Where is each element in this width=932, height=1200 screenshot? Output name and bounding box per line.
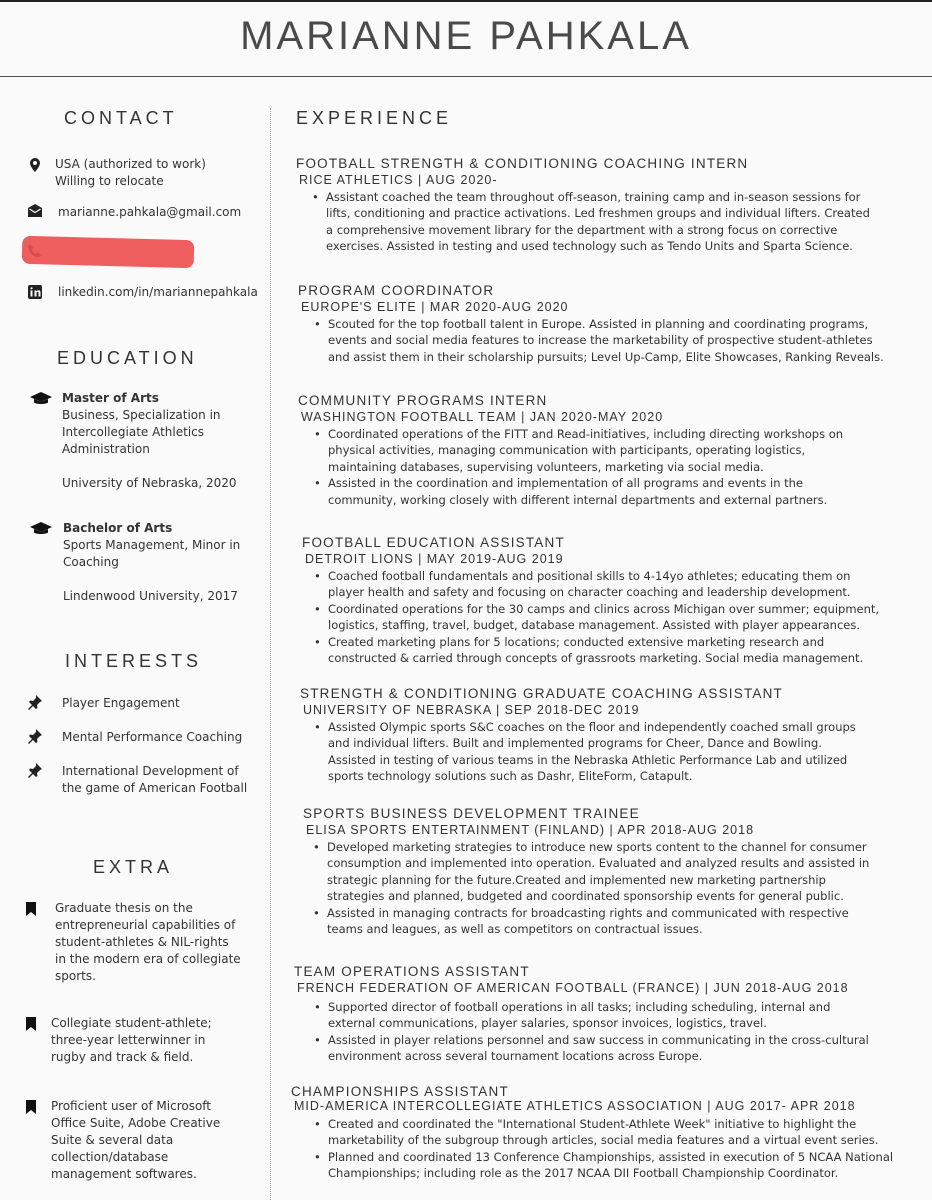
job-entry bbox=[302, 535, 879, 666]
bullet-line: a comprehensive movement library for the department with a strong focus on corrective bbox=[326, 222, 838, 237]
job-bullet bbox=[314, 568, 879, 601]
job-entry bbox=[298, 393, 843, 508]
job-org: FRENCH FEDERATION OF AMERICAN FOOTBALL (FRANCE) | JUN 2018-AUG 2018 bbox=[297, 981, 849, 995]
job-entry bbox=[303, 806, 869, 937]
job-bullet bbox=[314, 475, 843, 508]
degree-detail: Intercollegiate Athletics bbox=[62, 425, 205, 439]
extra-heading: EXTRA bbox=[93, 857, 174, 877]
job-org: DETROIT LIONS | MAY 2019-AUG 2019 bbox=[305, 552, 564, 566]
bullet-line: • Coordinated operations of the FITT and Read-initiatives, including directing workshops on bbox=[328, 427, 844, 441]
extra-item-software bbox=[51, 1098, 220, 1183]
bullet-line: • Created and coordinated the "International Student-Athlete Week" initiative to highlight the bbox=[328, 1117, 857, 1131]
bullet-line: player health and safety and focusing on character coaching and leadership development. bbox=[328, 585, 851, 600]
job-org: MID-AMERICA INTERCOLLEGIATE ATHLETICS ASSOCIATION | AUG 2017- APR 2018 bbox=[294, 1099, 856, 1113]
bullet-line: strategies and planned, budgeted and coordinated sponsorship events for general public. bbox=[327, 889, 844, 904]
interest-item: Mental Performance Coaching bbox=[62, 730, 243, 744]
extra-line: Suite & several data bbox=[51, 1133, 174, 1147]
job-bullet bbox=[314, 719, 856, 785]
bullet-line: logistics, staffing, travel, budget, database management. Assisted with player appearances. bbox=[328, 618, 860, 633]
extra-line: management softwares. bbox=[51, 1167, 197, 1181]
extra-line: in the modern era of collegiate bbox=[55, 952, 241, 966]
extra-line: three-year letterwinner in bbox=[51, 1033, 206, 1047]
extra-line: rugby and track & field. bbox=[51, 1050, 194, 1064]
job-entry bbox=[300, 686, 856, 785]
bullet-line: maintaining databases, supervising volunteers, marketing via social media. bbox=[328, 459, 764, 474]
job-org: ELISA SPORTS ENTERTAINMENT (FINLAND) | APR 2018-AUG 2018 bbox=[306, 823, 755, 837]
job-bullet bbox=[313, 905, 869, 938]
bullet-line: • Coached football fundamentals and positional skills to 4-14yo athletes; educating them on bbox=[328, 569, 851, 583]
extra-line: Proficient user of Microsoft bbox=[51, 1099, 212, 1113]
bullet-line: lifts, conditioning and practice activations. Led freshmen groups and individual lifters. Created bbox=[326, 206, 870, 221]
graduation-cap-icon bbox=[29, 520, 53, 536]
extra-item-athlete bbox=[51, 1015, 212, 1066]
degree-detail: Business, Specialization in bbox=[62, 408, 221, 422]
job-bullets bbox=[314, 719, 856, 785]
bullet-line: • Coordinated operations for the 30 camps and clinics across Michigan over summer; equipment, bbox=[328, 601, 880, 616]
bookmark-icon bbox=[23, 901, 39, 917]
bullet-line: exercises. Assisted in testing and used technology such as Tendo Units and Sparta Science. bbox=[326, 239, 853, 254]
bullet-line: sports technology solutions such as Dashr, EliteForm, Catapult. bbox=[328, 769, 693, 784]
interest-item bbox=[62, 763, 247, 797]
bullet-line: • Developed marketing strategies to introduce new sports content to the channel for consumer bbox=[327, 840, 867, 854]
degree-detail: Sports Management, Minor in bbox=[63, 538, 241, 552]
education-entry-masters bbox=[62, 390, 237, 492]
interest-line: International Development of bbox=[62, 764, 239, 778]
bullet-line: marketability of the subgroup through articles, social media features and a virtual event series. bbox=[328, 1133, 879, 1148]
bullet-line: • Scouted for the top football talent in Europe. Assisted in planning and coordinating programs, bbox=[328, 317, 869, 331]
bullet-line: and individual lifters. Built and implemented programs for Cheer, Dance and Bowling. bbox=[328, 736, 822, 751]
bullet-line: consumption and implemented into operation. Evaluated and analyzed results and assisted in bbox=[327, 856, 870, 871]
contact-location-line2: Willing to relocate bbox=[55, 174, 164, 188]
job-bullets bbox=[314, 1116, 893, 1182]
education-heading: EDUCATION bbox=[57, 348, 198, 368]
extra-line: entrepreneurial capabilities of bbox=[55, 918, 236, 932]
job-title: CHAMPIONSHIPS ASSISTANT bbox=[291, 1084, 509, 1099]
bullet-line: • Assisted in player relations personnel and saw success in communicating in the cross-cultural bbox=[328, 1032, 869, 1047]
degree-name: Master of Arts bbox=[62, 391, 159, 405]
degree-name: Bachelor of Arts bbox=[63, 521, 173, 535]
linkedin-icon bbox=[27, 284, 43, 300]
job-title: COMMUNITY PROGRAMS INTERN bbox=[298, 393, 548, 408]
bullet-line: external communications, player salaries, sponsor invoices, logistics, travel. bbox=[328, 1016, 767, 1031]
phone-number-redaction bbox=[22, 236, 195, 268]
bullet-line: • Assisted in the coordination and implementation of all programs and events in the bbox=[328, 476, 804, 491]
pushpin-icon bbox=[27, 728, 43, 744]
job-bullet bbox=[314, 1149, 893, 1182]
extra-line: collection/database bbox=[51, 1150, 169, 1164]
degree-school: Lindenwood University, 2017 bbox=[63, 589, 238, 603]
education-entry-bachelors bbox=[63, 520, 240, 605]
bullet-line: • Created marketing plans for 5 locations; conducted extensive marketing research and bbox=[328, 634, 825, 649]
contact-heading: CONTACT bbox=[64, 108, 178, 128]
contact-linkedin[interactable]: linkedin.com/in/mariannepahkala bbox=[58, 285, 258, 299]
job-bullet bbox=[314, 999, 869, 1032]
bullet-line: • Assistant coached the team throughout off-season, training camp and in-season sessions for bbox=[326, 190, 861, 204]
job-entry bbox=[298, 283, 884, 365]
job-bullets bbox=[314, 999, 869, 1065]
job-bullet bbox=[314, 634, 879, 667]
envelope-icon bbox=[27, 203, 43, 219]
bullet-line: Championships; including role as the 2017 NCAA DII Football Championship Coordinator. bbox=[328, 1166, 839, 1181]
degree-school: University of Nebraska, 2020 bbox=[62, 476, 237, 490]
job-title: FOOTBALL STRENGTH & CONDITIONING COACHING INTERN bbox=[296, 156, 749, 171]
job-bullet bbox=[314, 426, 843, 475]
bullet-line: Assisted in testing of various teams in the Nebraska Athletic Performance Lab and utilized bbox=[328, 752, 848, 767]
bullet-line: • Assisted Olympic sports S&C coaches on the floor and independently coached small groups bbox=[328, 720, 856, 734]
bookmark-icon bbox=[23, 1099, 39, 1115]
degree-detail: Administration bbox=[62, 442, 150, 456]
job-title: STRENGTH & CONDITIONING GRADUATE COACHING ASSISTANT bbox=[300, 686, 783, 701]
job-bullets bbox=[314, 426, 843, 508]
job-bullet bbox=[312, 189, 870, 255]
job-org: RICE ATHLETICS | AUG 2020- bbox=[299, 173, 498, 187]
interest-item: Player Engagement bbox=[62, 696, 180, 710]
graduation-cap-icon bbox=[29, 390, 53, 406]
job-bullet bbox=[314, 316, 884, 365]
degree-detail: Coaching bbox=[63, 555, 119, 569]
extra-line: Collegiate student-athlete; bbox=[51, 1016, 212, 1030]
job-entry bbox=[291, 1084, 893, 1182]
job-title: SPORTS BUSINESS DEVELOPMENT TRAINEE bbox=[303, 806, 640, 821]
bullet-line: strategic planning for the future.Created and implemented new marketing partnership bbox=[327, 872, 826, 887]
extra-line: Office Suite, Adobe Creative bbox=[51, 1116, 221, 1130]
bullet-line: events and social media features to increase the marketability of prospective student-athletes bbox=[328, 333, 873, 348]
bullet-line: constructed & carried through concepts of grassroots marketing. Social media management. bbox=[328, 651, 864, 666]
contact-location bbox=[55, 156, 206, 190]
job-entry bbox=[296, 156, 870, 255]
experience-heading: EXPERIENCE bbox=[296, 108, 453, 128]
extra-line: student-athletes & NIL-rights bbox=[55, 935, 229, 949]
contact-location-line1: USA (authorized to work) bbox=[55, 157, 206, 171]
bookmark-icon bbox=[23, 1016, 39, 1032]
job-entry bbox=[294, 964, 869, 1065]
job-bullets bbox=[314, 316, 884, 365]
job-bullets bbox=[313, 839, 869, 937]
bullet-line: • Supported director of football operations in all tasks; including scheduling, internal and bbox=[328, 1000, 831, 1014]
bullet-line: environment across several tournament locations across Europe. bbox=[328, 1049, 703, 1064]
pushpin-icon bbox=[27, 762, 43, 778]
job-org: EUROPE'S ELITE | MAR 2020-AUG 2020 bbox=[301, 300, 569, 314]
job-org: WASHINGTON FOOTBALL TEAM | JAN 2020-MAY 2020 bbox=[301, 410, 664, 424]
location-pin-icon bbox=[27, 157, 43, 173]
bullet-line: physical activities, managing communication with participants, operating logistics, bbox=[328, 443, 806, 458]
bullet-line: and assist them in their scholarship pursuits; Level Up-Camp, Elite Showcases, Ranking Reveals. bbox=[328, 349, 884, 364]
job-bullet bbox=[314, 1032, 869, 1065]
bullet-line: • Assisted in managing contracts for broadcasting rights and communicated with respective bbox=[327, 905, 849, 920]
pushpin-icon bbox=[27, 694, 43, 710]
job-bullets bbox=[312, 189, 870, 255]
bullet-line: • Planned and coordinated 13 Conference Championships, assisted in execution of 5 NCAA National bbox=[328, 1149, 894, 1164]
job-bullet bbox=[313, 839, 869, 905]
top-rule bbox=[0, 0, 932, 2]
interests-heading: INTERESTS bbox=[65, 651, 203, 671]
job-bullets bbox=[314, 568, 879, 666]
job-title: PROGRAM COORDINATOR bbox=[298, 283, 495, 298]
extra-line: sports. bbox=[55, 969, 96, 983]
job-title: TEAM OPERATIONS ASSISTANT bbox=[294, 964, 530, 979]
column-divider bbox=[270, 108, 271, 1200]
bullet-line: teams and leagues, as well as competitors on contractual issues. bbox=[327, 922, 703, 937]
job-title: FOOTBALL EDUCATION ASSISTANT bbox=[302, 535, 565, 550]
page-title: MARIANNE PAHKALA bbox=[240, 14, 692, 58]
job-bullet bbox=[314, 1116, 893, 1149]
job-org: UNIVERSITY OF NEBRASKA | SEP 2018-DEC 2019 bbox=[303, 703, 640, 717]
extra-line: Graduate thesis on the bbox=[55, 901, 193, 915]
extra-item-thesis bbox=[55, 900, 241, 985]
contact-email[interactable]: marianne.pahkala@gmail.com bbox=[58, 205, 242, 219]
header-rule bbox=[0, 76, 932, 77]
job-bullet bbox=[314, 601, 879, 634]
bullet-line: community, working closely with different internal departments and external partners. bbox=[328, 492, 828, 507]
interest-line: the game of American Football bbox=[62, 781, 248, 795]
